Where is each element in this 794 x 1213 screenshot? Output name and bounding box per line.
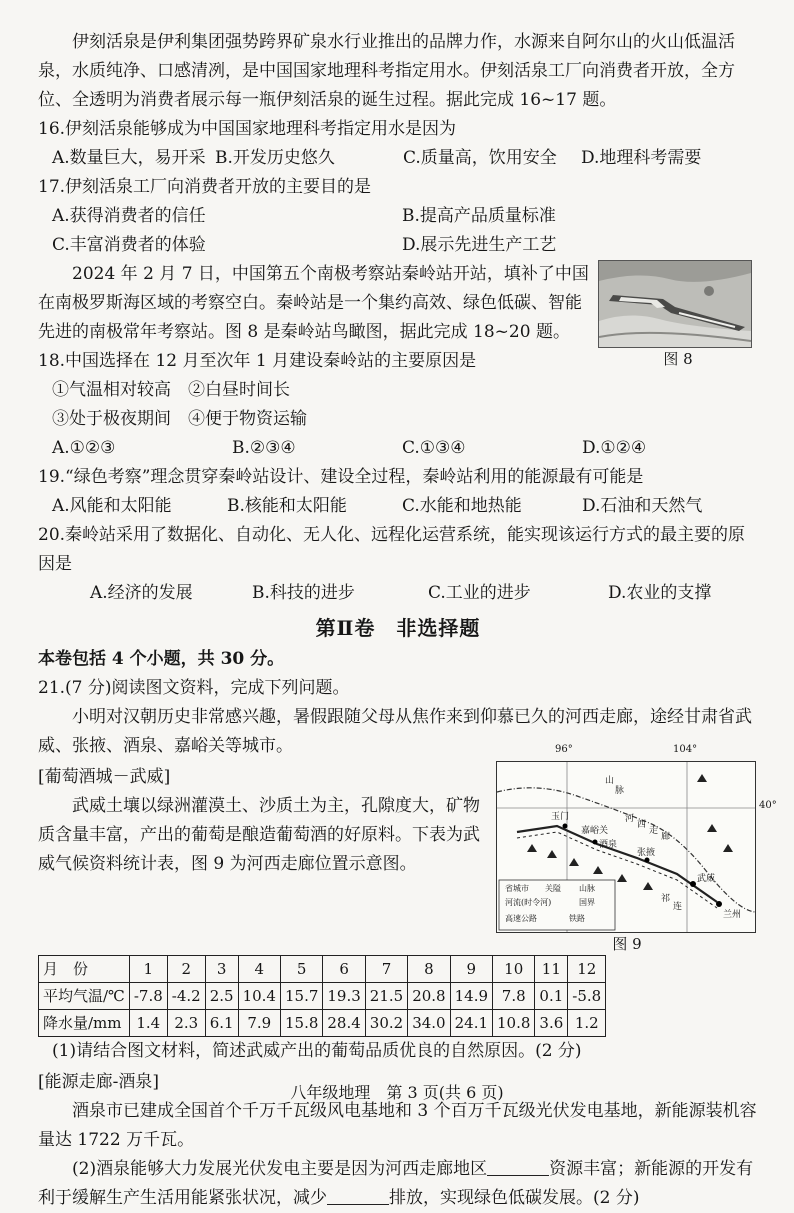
q17-options-row2 [38, 231, 758, 260]
section-2-title: 第Ⅱ卷 非选择题 [315, 616, 481, 640]
q16-option-c: C.质量高，饮用安全 [403, 148, 557, 168]
map9-legend-pass: 关隘 [545, 884, 561, 893]
table-cell: 7.9 [238, 1010, 280, 1037]
table-cell: 平均气温/℃ [39, 983, 130, 1010]
map9-place-lanzhou: 兰州 [723, 910, 742, 920]
answer-blank-resource[interactable] [487, 1158, 549, 1176]
table-cell: -5.8 [568, 983, 606, 1010]
table-cell: 28.4 [323, 1010, 365, 1037]
table-cell: 6.1 [205, 1010, 238, 1037]
table-cell: 2.3 [167, 1010, 205, 1037]
question-17: 17.伊刻活泉工厂向消费者开放的主要目的是 [38, 177, 372, 197]
part-2-title: [能源走廊-酒泉] [38, 1072, 160, 1092]
figure-8-caption: 图 8 [663, 350, 693, 368]
table-cell: 12 [568, 956, 606, 983]
q18-option-b: B.②③④ [232, 438, 296, 458]
table-cell: 月 份 [39, 956, 130, 983]
table-cell: 1.4 [129, 1010, 167, 1037]
table-cell: 7 [365, 956, 407, 983]
q20-option-b: B.科技的进步 [252, 583, 355, 603]
q16-option-a: A.数量巨大，易开采 [52, 148, 206, 168]
map9-place-wuwei: 武威 [697, 874, 716, 884]
table-cell: 15.7 [280, 983, 322, 1010]
q20-option-c: C.工业的进步 [428, 583, 531, 603]
map9-place-zhangye: 张掖 [637, 848, 656, 858]
question-21-2 [38, 1155, 758, 1213]
answer-blank-emission[interactable] [327, 1187, 389, 1205]
q18-conditions-1: ①气温相对较高 ②白昼时间长 [52, 380, 290, 400]
map9-label-xi: 西 [637, 820, 647, 830]
q20-option-d: D.农业的支撑 [608, 583, 712, 603]
q19-option-d: D.石油和天然气 [582, 496, 703, 516]
table-cell: 3.6 [535, 1010, 568, 1037]
intro-16-17: 伊刻活泉是伊利集团强势跨界矿泉水行业推出的品牌力作，水源来自阿尔山的火山低温活泉，水质纯净、口感清冽，是中国国家地理科考指定用水。伊刻活泉工厂向消费者开放，全方位、全透明为消费者展示每一瓶伊刻活泉的诞生过程。据此完成 16~17 题。 [38, 32, 735, 110]
map9-place-yumen: 玉门 [551, 812, 570, 822]
figure-9-caption: 图 9 [612, 935, 642, 953]
question-19: 19.“绿色考察”理念贯穿秦岭站设计、建设全过程，秦岭站利用的能源最有可能是 [38, 467, 644, 487]
table-row-temperature [39, 983, 606, 1010]
q18-options [38, 434, 758, 463]
question-21-heading: 21.(7 分)阅读图文资料，完成下列问题。 [38, 678, 350, 698]
map9-legend-highway: 高速公路 [505, 914, 537, 923]
part-2-text: 酒泉市已建成全国首个千万千瓦级风电基地和 3 个百万千瓦级光伏发电基地，新能源装机容量达 1722 万千瓦。 [38, 1101, 757, 1150]
question-16: 16.伊刻活泉能够成为中国国家地理科考指定用水是因为 [38, 119, 457, 139]
table-cell: 0.1 [535, 983, 568, 1010]
map9-legend-border: 国界 [579, 898, 595, 907]
map9-label-lang: 廊 [661, 832, 671, 842]
q19-options [38, 492, 758, 521]
q18-option-a: A.①②③ [52, 438, 116, 458]
table-cell: 4 [238, 956, 280, 983]
section-2-note: 本卷包括 4 个小题，共 30 分。 [38, 649, 285, 669]
map9-lat-40: 40° [759, 800, 777, 811]
q18-conditions-2: ③处于极夜期间 ④便于物资运输 [52, 409, 307, 429]
table-cell: 21.5 [365, 983, 407, 1010]
map9-place-jiayuguan: 嘉峪关 [581, 826, 609, 836]
hexi-corridor-map [496, 744, 777, 933]
q20-option-a: A.经济的发展 [90, 583, 193, 603]
q19-option-a: A.风能和太阳能 [52, 496, 172, 516]
map9-legend-railway: 铁路 [569, 914, 585, 923]
q16-option-b: B.开发历史悠久 [215, 148, 335, 168]
q21-2-text-b: 资源丰富；新能源的开发有利于缓解生产生活用能紧张状况，减少 [38, 1159, 754, 1208]
question-21-1: (1)请结合图文材料，简述武威产出的葡萄品质优良的自然原因。(2 分) [52, 1041, 582, 1061]
q21-2-text-c: 排放，实现绿色低碳发展。(2 分) [389, 1188, 640, 1208]
map9-label-mai: 脉 [615, 786, 625, 796]
q17-option-d: D.展示先进生产工艺 [402, 235, 557, 255]
q19-option-c: C.水能和地热能 [402, 496, 522, 516]
map9-lon-104: 104° [673, 744, 698, 755]
table-cell: 34.0 [408, 1010, 450, 1037]
map9-place-jiuquan: 酒泉 [599, 840, 618, 850]
map9-label-lian: 连 [673, 902, 683, 912]
q20-options [38, 579, 758, 608]
table-cell: 6 [323, 956, 365, 983]
table-cell: 30.2 [365, 1010, 407, 1037]
table-cell: 2 [167, 956, 205, 983]
map9-label-qi: 祁 [661, 894, 671, 904]
table-cell: 9 [450, 956, 492, 983]
table-cell: 10 [493, 956, 535, 983]
q21-2-text-a: (2)酒泉能够大力发展光伏发电主要是因为河西走廊地区 [72, 1159, 488, 1179]
table-cell: -4.2 [167, 983, 205, 1010]
table-cell: 14.9 [450, 983, 492, 1010]
table-cell: 1 [129, 956, 167, 983]
q17-options-row1 [38, 202, 758, 231]
exam-page [38, 28, 777, 1213]
q18-option-c: C.①③④ [402, 438, 466, 458]
q18-option-d: D.①②④ [582, 438, 647, 458]
map9-label-he: 河 [625, 814, 635, 824]
intro-18-20: 2024 年 2 月 7 日，中国第五个南极考察站秦岭站开站，填补了中国在南极罗斯海区域的考察空白。秦岭站是一个集约高效、绿色低碳、智能先进的南极常年考察站。图 8 是秦岭站鸟瞰图，据此完成 18~20 题。 [38, 264, 589, 342]
map9-label-zou: 走 [649, 826, 659, 836]
map9-label-shan: 山 [605, 776, 615, 786]
table-cell: 10.8 [493, 1010, 535, 1037]
table-cell: 2.5 [205, 983, 238, 1010]
q16-options [38, 144, 758, 173]
part-1-text: 武威土壤以绿洲灌漠土、沙质土为主，孔隙度大，矿物质含量丰富，产出的葡萄是酿造葡萄酒的好原料。下表为武威气候资料统计表，图 9 为河西走廊位置示意图。 [38, 796, 480, 874]
q16-option-d: D.地理科考需要 [581, 148, 702, 168]
page-footer: 八年级地理 第 3 页(共 6 页) [290, 1083, 504, 1102]
table-cell: 5 [280, 956, 322, 983]
table-cell: 降水量/mm [39, 1010, 130, 1037]
table-cell: 7.8 [493, 983, 535, 1010]
table-cell: 11 [535, 956, 568, 983]
q19-option-b: B.核能和太阳能 [227, 496, 347, 516]
map9-lon-96: 96° [555, 744, 573, 755]
table-cell: 20.8 [408, 983, 450, 1010]
table-cell: 10.4 [238, 983, 280, 1010]
figure-9 [496, 744, 777, 955]
map9-legend-mountain: 山脉 [579, 884, 595, 893]
table-row-header [39, 956, 606, 983]
q17-option-b: B.提高产品质量标准 [402, 206, 556, 226]
table-cell: 3 [205, 956, 238, 983]
map9-legend-city: 省城市 [505, 884, 529, 893]
figure-8 [598, 260, 758, 370]
table-cell: 15.8 [280, 1010, 322, 1037]
table-row-precipitation [39, 1010, 606, 1037]
table-cell: -7.8 [129, 983, 167, 1010]
q17-option-c: C.丰富消费者的体验 [52, 235, 206, 255]
q17-option-a: A.获得消费者的信任 [52, 206, 206, 226]
table-cell: 24.1 [450, 1010, 492, 1037]
map9-legend-river: 河流(时令河) [505, 898, 552, 907]
question-20: 20.秦岭站采用了数据化、自动化、无人化、远程化运营系统，能实现该运行方式的最主要的原因是 [38, 525, 746, 574]
table-cell: 19.3 [323, 983, 365, 1010]
part-1-title: [葡萄酒城－武威] [38, 767, 171, 787]
question-21-intro: 小明对汉朝历史非常感兴趣，暑假跟随父母从焦作来到仰慕已久的河西走廊，途经甘肃省武威、张掖、酒泉、嘉峪关等城市。 [38, 707, 752, 756]
climate-table [38, 955, 606, 1037]
table-cell: 1.2 [568, 1010, 606, 1037]
table-cell: 8 [408, 956, 450, 983]
question-18: 18.中国选择在 12 月至次年 1 月建设秦岭站的主要原因是 [38, 351, 477, 371]
qinling-station-photo [598, 260, 752, 348]
